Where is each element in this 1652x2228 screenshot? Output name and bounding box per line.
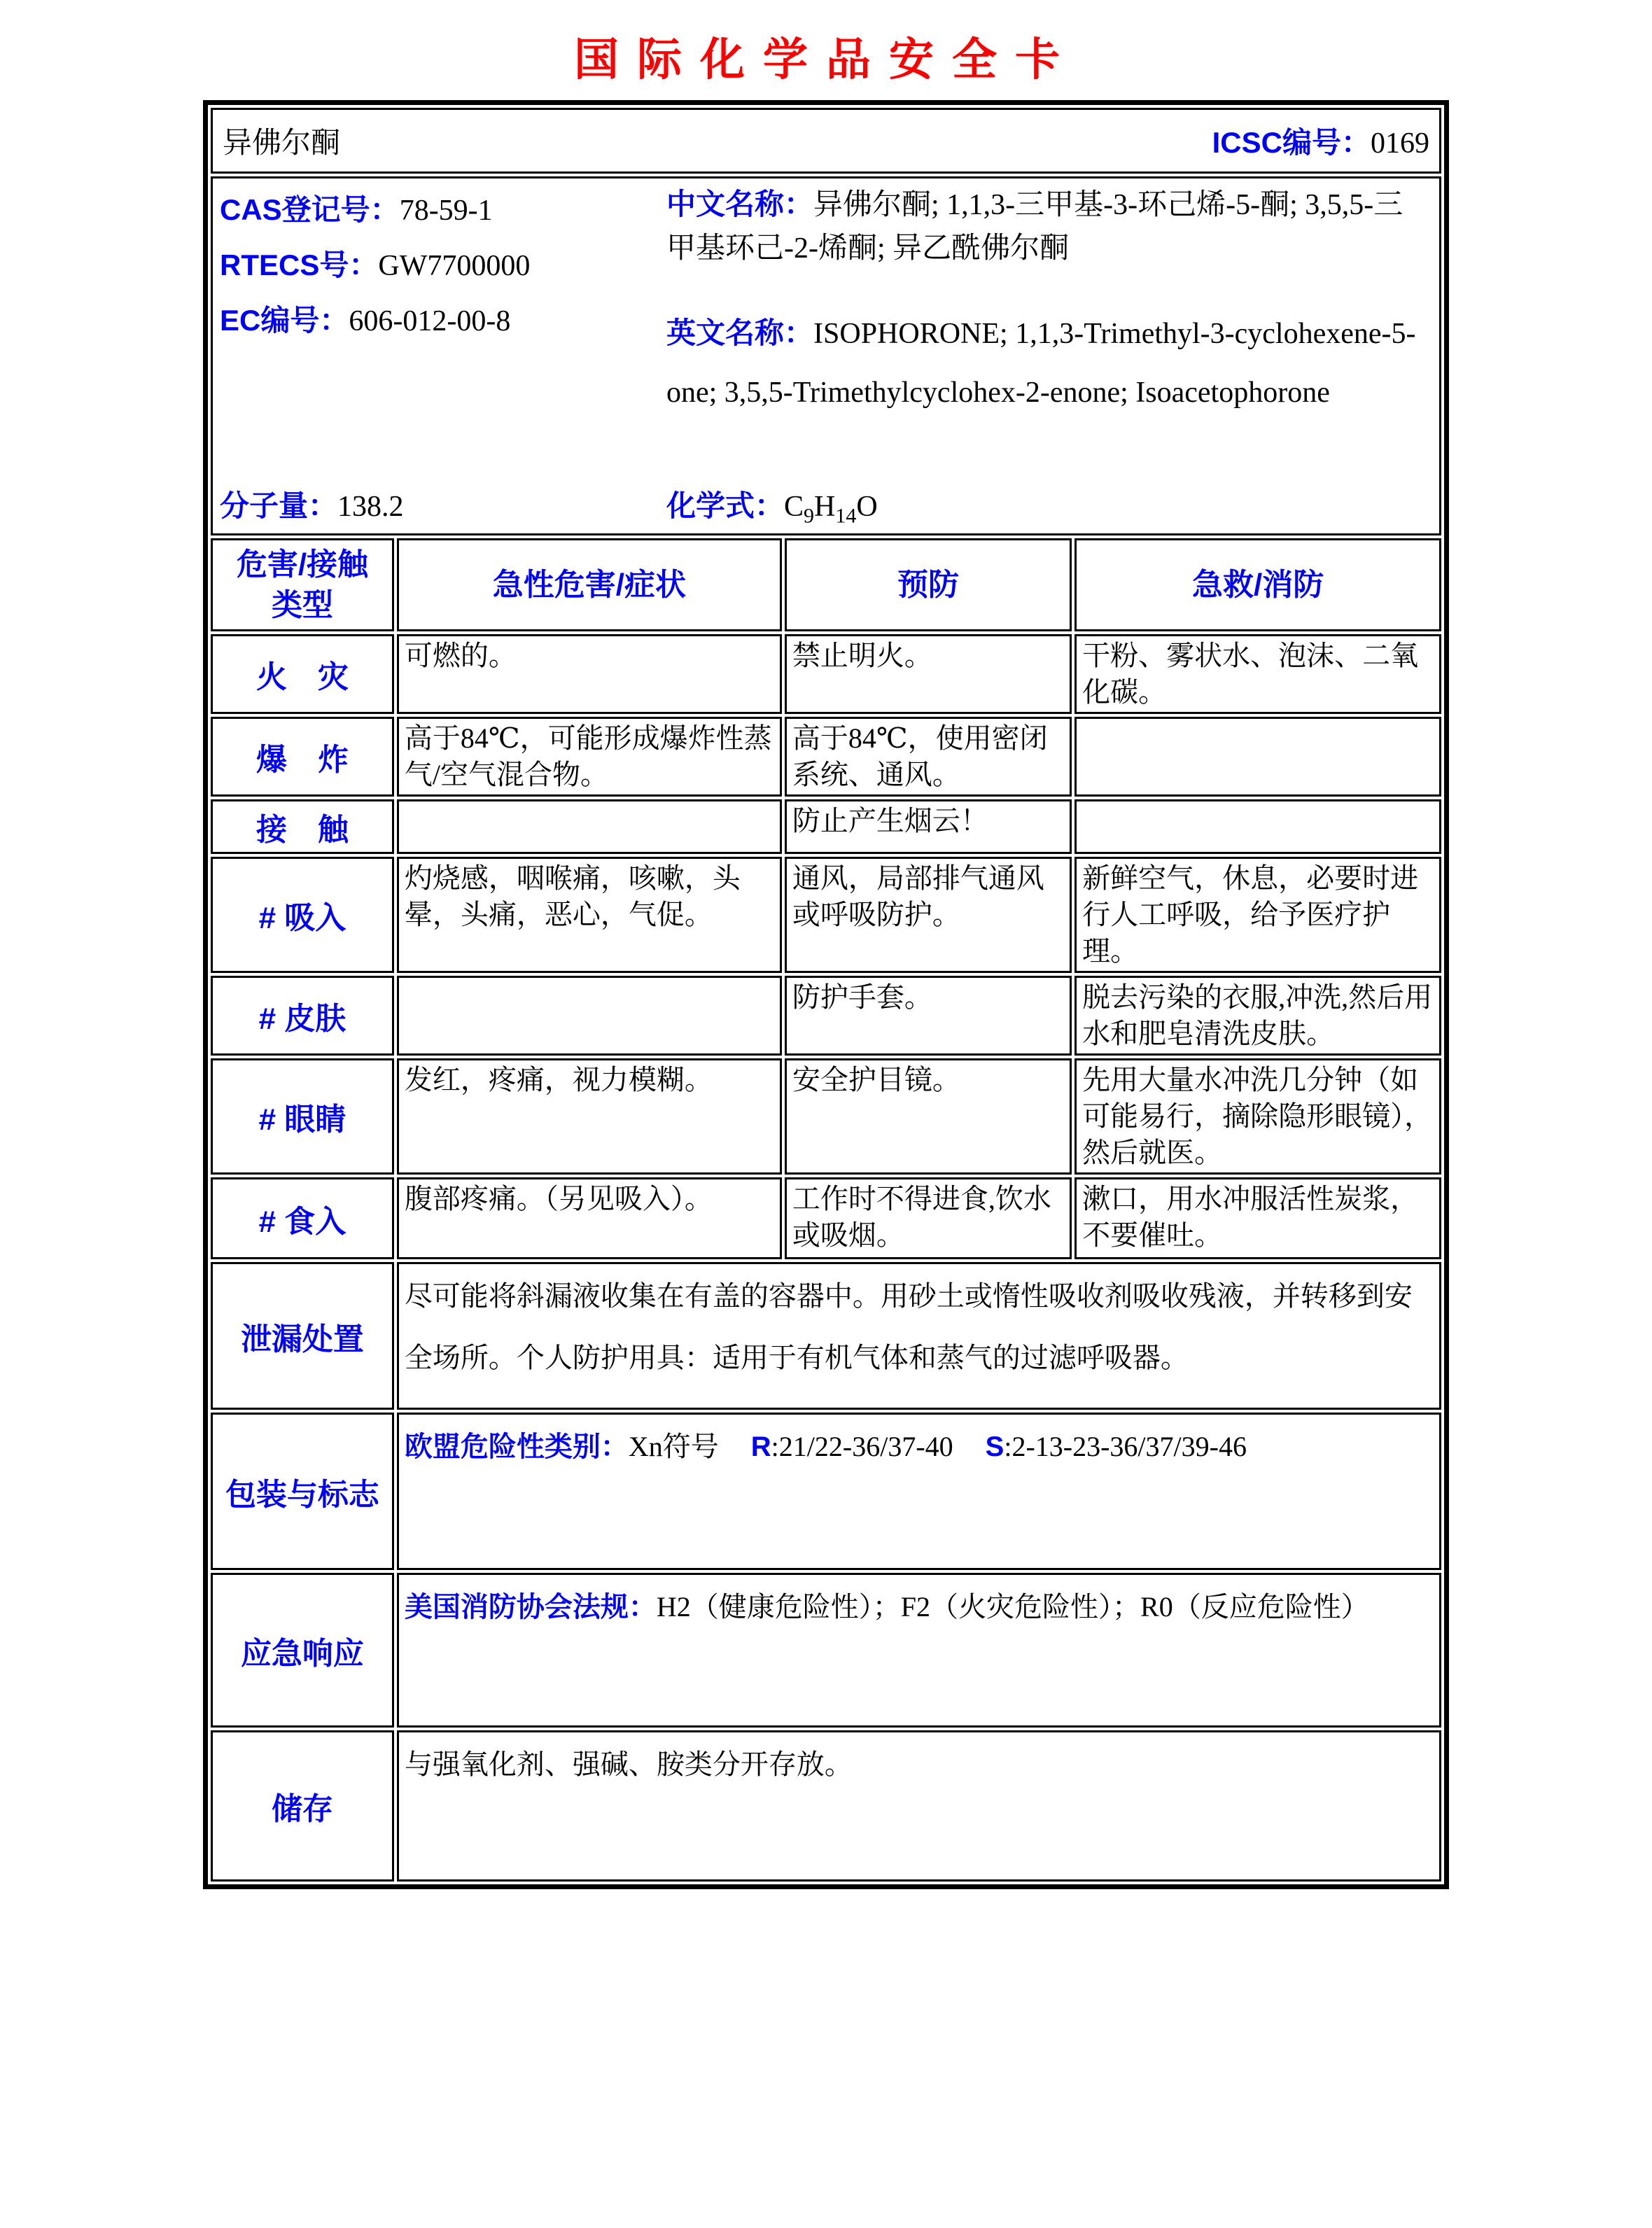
- table-row-fire: [211, 634, 1441, 714]
- table-row-explosion: [211, 717, 1441, 797]
- row-label-contact: 接 触: [211, 799, 394, 854]
- row-label-fire: 火 灾: [211, 634, 394, 714]
- english-name-label: 英文名称：: [666, 316, 814, 349]
- formula-c-count: 9: [804, 504, 815, 528]
- col-header-symptoms: 急性危害/症状: [397, 538, 782, 631]
- row-label-packaging: 包装与标志: [211, 1413, 394, 1570]
- fire-symptoms-cell: 可燃的。: [397, 634, 782, 714]
- explosion-symptoms-cell: 高于84℃，可能形成爆炸性蒸气/空气混合物。: [397, 717, 782, 797]
- inhalation-firstaid-cell: 新鲜空气，休息，必要时进行人工呼吸，给予医疗护理。: [1074, 857, 1441, 973]
- inhalation-prevention-cell: 通风，局部排气通风或呼吸防护。: [785, 857, 1072, 973]
- eyes-symptoms-cell: 发红，疼痛，视力模糊。: [397, 1058, 782, 1175]
- table-row-packaging: [211, 1413, 1441, 1570]
- table-row-inhalation: [211, 857, 1441, 973]
- row-label-spill: 泄漏处置: [211, 1262, 394, 1410]
- contact-symptoms-cell: [397, 799, 782, 854]
- emergency-text-cell: [397, 1573, 1441, 1728]
- chemical-names: [666, 183, 1432, 422]
- molecular-weight: [220, 483, 404, 525]
- chemical-name: 异佛尔酮: [223, 127, 341, 160]
- ingestion-firstaid-cell: 漱口，用水冲服活性炭浆，不要催吐。: [1074, 1177, 1441, 1259]
- table-row-spill: [211, 1262, 1441, 1410]
- skin-symptoms-cell: [397, 976, 782, 1056]
- eu-class-value: Xn符号: [628, 1431, 719, 1462]
- english-name: [666, 304, 1432, 422]
- english-name-value: ISOPHORONE; 1,1,3-Trimethyl-3-cyclohexene-5-one; 3,5,5-Trimethylcyclohex-2-enone; Isoacetophorone: [666, 318, 1416, 409]
- r-phrases-label: R: [750, 1431, 771, 1462]
- contact-firstaid-cell: [1074, 799, 1441, 854]
- name-bar-row: [211, 108, 1441, 174]
- table-row-storage: [211, 1730, 1441, 1882]
- ec-value: 606-012-00-8: [349, 305, 511, 337]
- icsc-value: 0169: [1371, 127, 1429, 160]
- identification-row: [211, 176, 1441, 535]
- table-header-row: [211, 538, 1441, 631]
- ingestion-prevention-cell: 工作时不得进食,饮水或吸烟。: [785, 1177, 1072, 1259]
- hazard-header-line2: 类型: [271, 587, 333, 622]
- safety-card: [203, 100, 1449, 1889]
- rtecs-value: GW7700000: [378, 250, 531, 282]
- table-row-ingestion: [211, 1177, 1441, 1259]
- molecular-weight-label: 分子量：: [220, 489, 338, 522]
- icsc-number: [1212, 120, 1429, 162]
- row-label-storage: 储存: [211, 1730, 394, 1882]
- registry-numbers: [220, 183, 530, 349]
- fire-prevention-cell: 禁止明火。: [785, 634, 1072, 714]
- molecular-weight-value: 138.2: [337, 491, 404, 523]
- table-row-eyes: [211, 1058, 1441, 1175]
- skin-prevention-cell: 防护手套。: [785, 976, 1072, 1056]
- col-header-prevention: 预防: [785, 538, 1072, 631]
- nfpa-label: 美国消防协会法规：: [404, 1592, 657, 1623]
- row-label-inhalation: # 吸入: [211, 857, 394, 973]
- rtecs-number: [220, 238, 530, 293]
- cas-label: CAS登记号：: [220, 193, 400, 226]
- table-row-emergency: [211, 1573, 1441, 1728]
- row-label-explosion: 爆 炸: [211, 717, 394, 797]
- r-phrases-value: :21/22-36/37-40: [771, 1431, 953, 1462]
- formula-o: O: [856, 491, 878, 523]
- card-table: [208, 105, 1444, 1884]
- name-bar-cell: [211, 108, 1441, 174]
- inhalation-symptoms-cell: 灼烧感，咽喉痛，咳嗽，头晕，头痛，恶心，气促。: [397, 857, 782, 973]
- row-label-skin: # 皮肤: [211, 976, 394, 1056]
- chinese-name-value: 异佛尔酮; 1,1,3-三甲基-3-环己烯-5-酮; 3,5,5-三甲基环己-2-烯酮; 异乙酰佛尔酮: [666, 189, 1404, 265]
- hazard-header-line1: 危害/接触: [236, 547, 369, 582]
- ingestion-symptoms-cell: 腹部疼痛。（另见吸入）。: [397, 1177, 782, 1259]
- chemical-formula: [666, 483, 878, 528]
- chemical-formula-label: 化学式：: [666, 489, 785, 522]
- storage-text-cell: 与强氧化剂、强碱、胺类分开存放。: [397, 1730, 1441, 1882]
- table-row-contact: [211, 799, 1441, 854]
- table-row-skin: [211, 976, 1441, 1056]
- chinese-name-label: 中文名称：: [666, 188, 814, 220]
- chinese-name: [666, 183, 1432, 270]
- ec-label: EC编号：: [220, 304, 349, 337]
- col-header-firstaid: 急救/消防: [1074, 538, 1441, 631]
- explosion-firstaid-cell: [1074, 717, 1441, 797]
- packaging-text-cell: [397, 1413, 1441, 1570]
- cas-number: [220, 183, 530, 238]
- formula-h: H: [814, 491, 836, 523]
- row-label-eyes: # 眼睛: [211, 1058, 394, 1175]
- formula-h-count: 14: [835, 504, 857, 528]
- contact-prevention-cell: 防止产生烟云！: [785, 799, 1072, 854]
- explosion-prevention-cell: 高于84℃，使用密闭系统、通风。: [785, 717, 1072, 797]
- ec-number: [220, 293, 530, 349]
- eyes-prevention-cell: 安全护目镜。: [785, 1058, 1072, 1175]
- spill-text-cell: 尽可能将斜漏液收集在有盖的容器中。用砂土或惰性吸收剂吸收残液，并转移到安全场所。个人防护用具：适用于有机气体和蒸气的过滤呼吸器。: [397, 1262, 1441, 1410]
- row-label-emergency: 应急响应: [211, 1573, 394, 1728]
- skin-firstaid-cell: 脱去污染的衣服,冲洗,然后用水和肥皂清洗皮肤。: [1074, 976, 1441, 1056]
- s-phrases-label: S: [985, 1431, 1004, 1462]
- eyes-firstaid-cell: 先用大量水冲洗几分钟（如可能易行，摘除隐形眼镜），然后就医。: [1074, 1058, 1441, 1175]
- row-label-ingestion: # 食入: [211, 1177, 394, 1259]
- eu-class-label: 欧盟危险性类别：: [404, 1431, 629, 1462]
- rtecs-label: RTECS号：: [220, 248, 379, 281]
- cas-value: 78-59-1: [399, 195, 493, 227]
- page-title: 国际化学品安全卡: [574, 35, 1078, 85]
- fire-firstaid-cell: 干粉、雾状水、泡沫、二氧化碳。: [1074, 634, 1441, 714]
- s-phrases-value: :2-13-23-36/37/39-46: [1004, 1431, 1247, 1462]
- icsc-label: ICSC编号：: [1212, 126, 1371, 159]
- mw-formula-row: [220, 483, 1432, 528]
- nfpa-value: H2（健康危险性）；F2（火灾危险性）；R0（反应危险性）: [656, 1591, 1369, 1623]
- identification-cell: [211, 176, 1441, 535]
- col-header-hazard-type: [211, 538, 394, 631]
- formula-c: C: [784, 491, 804, 523]
